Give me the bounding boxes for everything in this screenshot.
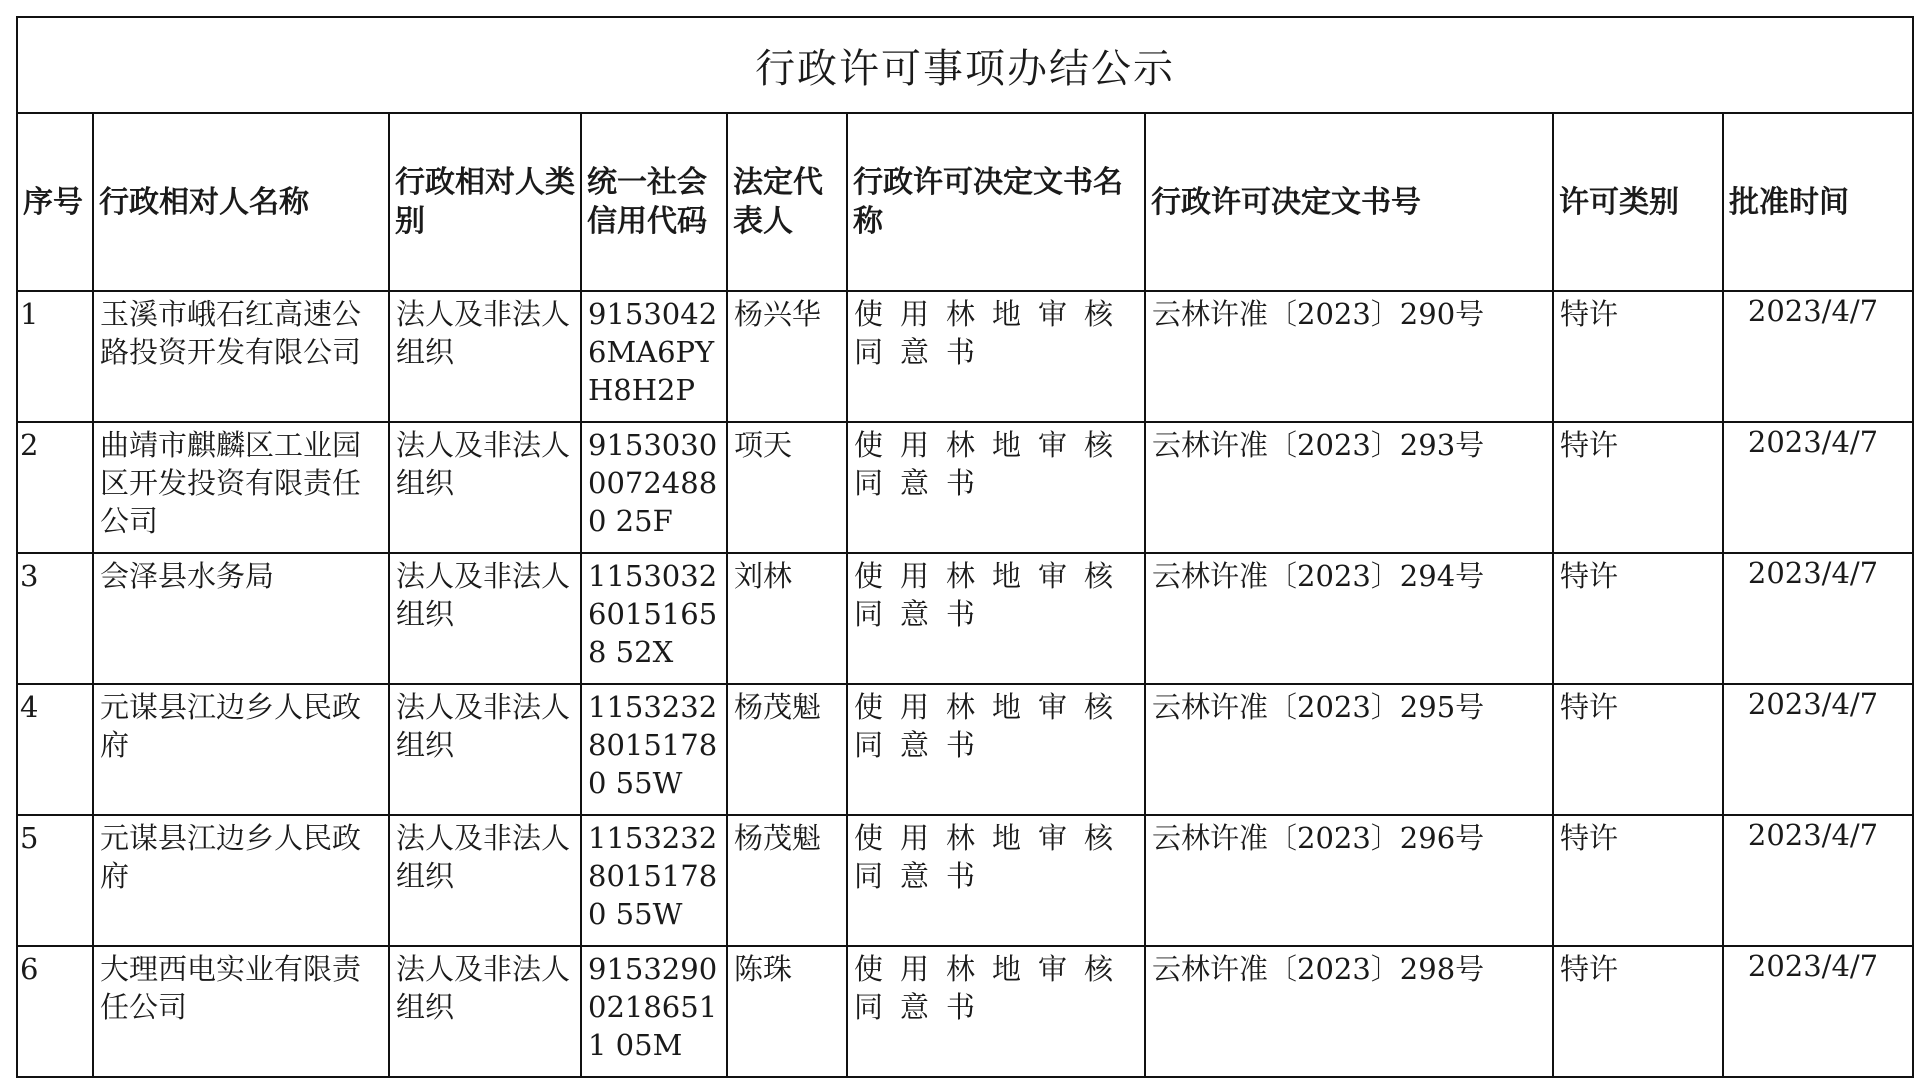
table-row [17, 684, 1913, 815]
cell-decision-no: 云林许准〔2023〕290号 [1145, 291, 1553, 422]
cell-credit-code: 915303000724880 25F [581, 422, 727, 553]
cell-credit-code: 115323280151780 55W [581, 815, 727, 946]
cell-name: 元谋县江边乡人民政府 [93, 684, 389, 815]
header-decision-name: 行政许可决定文书名称 [847, 113, 1145, 291]
cell-permit-type: 特许 [1553, 684, 1723, 815]
cell-decision-no: 云林许准〔2023〕298号 [1145, 946, 1553, 1077]
cell-legal-rep: 杨兴华 [727, 291, 847, 422]
publicity-table [16, 16, 1914, 1078]
cell-idx: 3 [17, 553, 93, 684]
cell-credit-code: 115303260151658 52X [581, 553, 727, 684]
cell-permit-type: 特许 [1553, 815, 1723, 946]
cell-category: 法人及非法人组织 [389, 684, 581, 815]
cell-legal-rep: 刘林 [727, 553, 847, 684]
cell-legal-rep: 陈珠 [727, 946, 847, 1077]
table-row [17, 291, 1913, 422]
cell-permit-type: 特许 [1553, 291, 1723, 422]
cell-category: 法人及非法人组织 [389, 815, 581, 946]
table-row [17, 553, 1913, 684]
cell-legal-rep: 杨茂魁 [727, 684, 847, 815]
cell-decision-name: 使用林地审核同意书 [847, 815, 1145, 946]
cell-name: 元谋县江边乡人民政府 [93, 815, 389, 946]
header-name: 行政相对人名称 [93, 113, 389, 291]
cell-decision-name: 使用林地审核同意书 [847, 422, 1145, 553]
header-decision-no: 行政许可决定文书号 [1145, 113, 1553, 291]
cell-category: 法人及非法人组织 [389, 946, 581, 1077]
cell-legal-rep: 杨茂魁 [727, 815, 847, 946]
cell-idx: 1 [17, 291, 93, 422]
page-title: 行政许可事项办结公示 [17, 17, 1913, 113]
header-credit-code: 统一社会信用代码 [581, 113, 727, 291]
cell-legal-rep: 项天 [727, 422, 847, 553]
header-row [17, 113, 1913, 291]
cell-credit-code: 91530426MA6PYH8H2P [581, 291, 727, 422]
cell-category: 法人及非法人组织 [389, 553, 581, 684]
cell-category: 法人及非法人组织 [389, 422, 581, 553]
cell-decision-name: 使用林地审核同意书 [847, 553, 1145, 684]
cell-decision-no: 云林许准〔2023〕293号 [1145, 422, 1553, 553]
header-category: 行政相对人类别 [389, 113, 581, 291]
cell-permit-type: 特许 [1553, 946, 1723, 1077]
cell-name: 大理西电实业有限责任公司 [93, 946, 389, 1077]
cell-idx: 2 [17, 422, 93, 553]
cell-name: 玉溪市峨石红高速公路投资开发有限公司 [93, 291, 389, 422]
cell-credit-code: 115323280151780 55W [581, 684, 727, 815]
cell-idx: 4 [17, 684, 93, 815]
header-legal-rep: 法定代表人 [727, 113, 847, 291]
cell-approve-date: 2023/4/7 [1723, 553, 1913, 684]
cell-permit-type: 特许 [1553, 422, 1723, 553]
header-approve-date: 批准时间 [1723, 113, 1913, 291]
cell-approve-date: 2023/4/7 [1723, 946, 1913, 1077]
table-row [17, 815, 1913, 946]
cell-decision-name: 使用林地审核同意书 [847, 291, 1145, 422]
cell-decision-name: 使用林地审核同意书 [847, 684, 1145, 815]
header-permit-type: 许可类别 [1553, 113, 1723, 291]
cell-name: 会泽县水务局 [93, 553, 389, 684]
table-row [17, 946, 1913, 1077]
cell-permit-type: 特许 [1553, 553, 1723, 684]
cell-idx: 5 [17, 815, 93, 946]
cell-category: 法人及非法人组织 [389, 291, 581, 422]
cell-approve-date: 2023/4/7 [1723, 422, 1913, 553]
cell-decision-no: 云林许准〔2023〕295号 [1145, 684, 1553, 815]
cell-idx: 6 [17, 946, 93, 1077]
cell-decision-no: 云林许准〔2023〕294号 [1145, 553, 1553, 684]
table-row [17, 422, 1913, 553]
cell-decision-no: 云林许准〔2023〕296号 [1145, 815, 1553, 946]
cell-approve-date: 2023/4/7 [1723, 684, 1913, 815]
cell-approve-date: 2023/4/7 [1723, 291, 1913, 422]
header-idx: 序号 [17, 113, 93, 291]
cell-name: 曲靖市麒麟区工业园区开发投资有限责任公司 [93, 422, 389, 553]
cell-approve-date: 2023/4/7 [1723, 815, 1913, 946]
cell-credit-code: 915329002186511 05M [581, 946, 727, 1077]
cell-decision-name: 使用林地审核同意书 [847, 946, 1145, 1077]
